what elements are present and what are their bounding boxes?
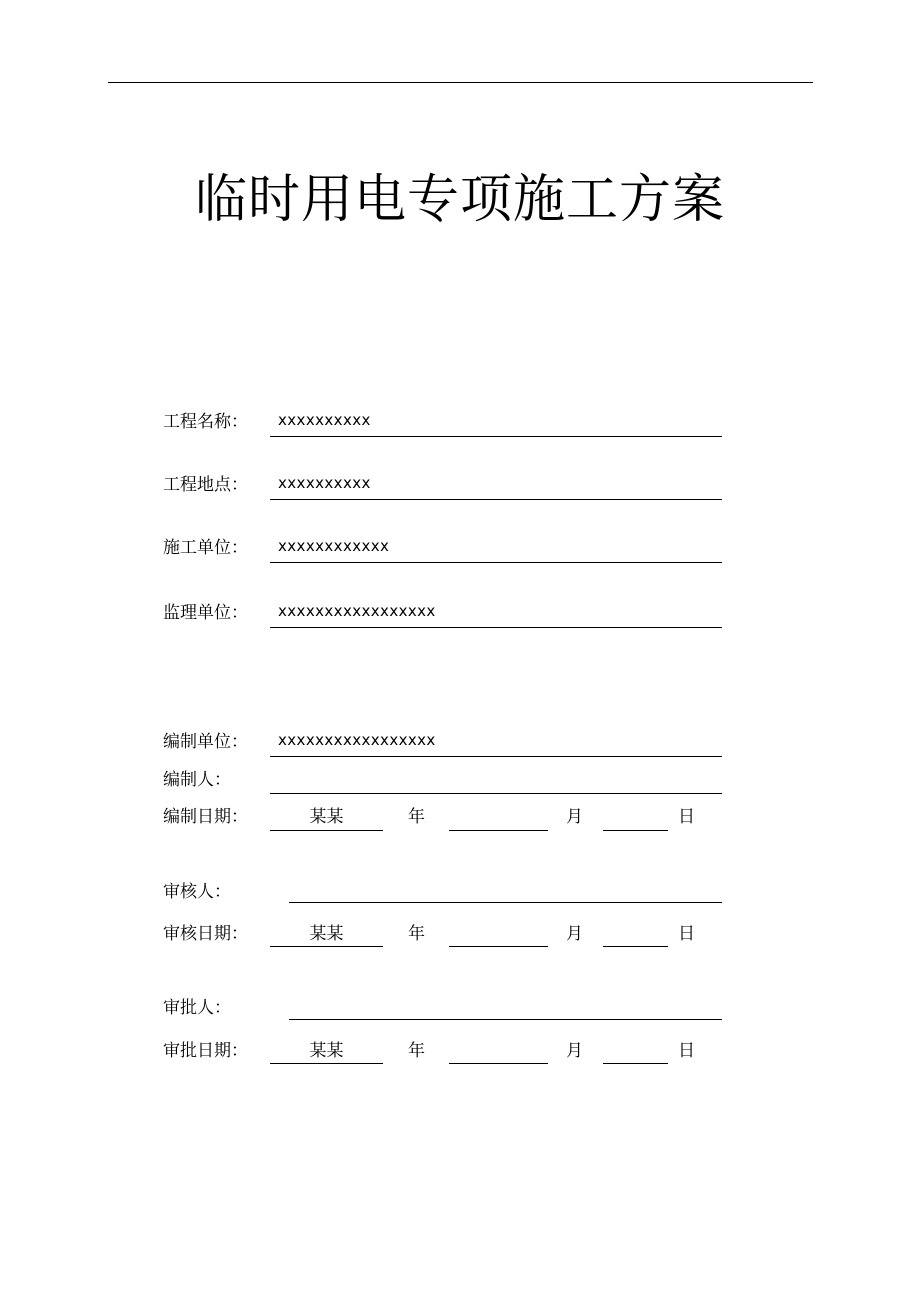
document-title: 临时用电专项施工方案 bbox=[194, 170, 725, 230]
review-year-unit: 年 bbox=[408, 924, 425, 944]
compile-year-unit: 年 bbox=[408, 807, 425, 827]
compile-unit-value: xxxxxxxxxxxxxxxxx bbox=[278, 731, 436, 749]
compile-year-value: 某某 bbox=[309, 807, 344, 827]
construction-unit-label: 施工单位： bbox=[163, 538, 248, 558]
project-name-label: 工程名称： bbox=[163, 412, 248, 432]
review-day-underline bbox=[603, 946, 668, 947]
approve-date-label: 审批日期： bbox=[163, 1041, 248, 1061]
header-rule bbox=[108, 82, 813, 83]
compile-year-underline bbox=[270, 830, 383, 831]
compile-month-underline bbox=[449, 830, 548, 831]
construction-unit-value: xxxxxxxxxxxx bbox=[278, 537, 390, 555]
supervision-unit-label: 监理单位： bbox=[163, 603, 248, 623]
approver-underline bbox=[289, 1019, 722, 1020]
project-name-value: xxxxxxxxxx bbox=[278, 411, 371, 429]
reviewer-underline bbox=[289, 902, 722, 903]
compile-unit-label: 编制单位： bbox=[163, 732, 248, 752]
review-month-unit: 月 bbox=[566, 924, 583, 944]
review-day-unit: 日 bbox=[678, 924, 695, 944]
project-location-underline bbox=[270, 499, 722, 500]
compiler-underline bbox=[270, 793, 722, 794]
supervision-unit-value: xxxxxxxxxxxxxxxxx bbox=[278, 602, 436, 620]
supervision-unit-underline bbox=[270, 627, 722, 628]
review-month-underline bbox=[449, 946, 548, 947]
approver-label: 审批人： bbox=[163, 998, 231, 1018]
compile-unit-underline bbox=[270, 756, 722, 757]
approve-day-underline bbox=[603, 1063, 668, 1064]
compiler-label: 编制人： bbox=[163, 770, 231, 790]
compile-day-underline bbox=[603, 830, 668, 831]
compile-date-label: 编制日期： bbox=[163, 807, 248, 827]
review-year-value: 某某 bbox=[309, 924, 344, 944]
approve-year-value: 某某 bbox=[309, 1041, 344, 1061]
review-year-underline bbox=[270, 946, 383, 947]
approve-year-underline bbox=[270, 1063, 383, 1064]
approve-day-unit: 日 bbox=[678, 1041, 695, 1061]
construction-unit-underline bbox=[270, 562, 722, 563]
reviewer-label: 审核人： bbox=[163, 882, 231, 902]
approve-month-unit: 月 bbox=[566, 1041, 583, 1061]
approve-month-underline bbox=[449, 1063, 548, 1064]
compile-month-unit: 月 bbox=[566, 807, 583, 827]
project-location-label: 工程地点： bbox=[163, 475, 248, 495]
approve-year-unit: 年 bbox=[408, 1041, 425, 1061]
project-name-underline bbox=[270, 436, 722, 437]
review-date-label: 审核日期： bbox=[163, 924, 248, 944]
compile-day-unit: 日 bbox=[678, 807, 695, 827]
project-location-value: xxxxxxxxxx bbox=[278, 474, 371, 492]
